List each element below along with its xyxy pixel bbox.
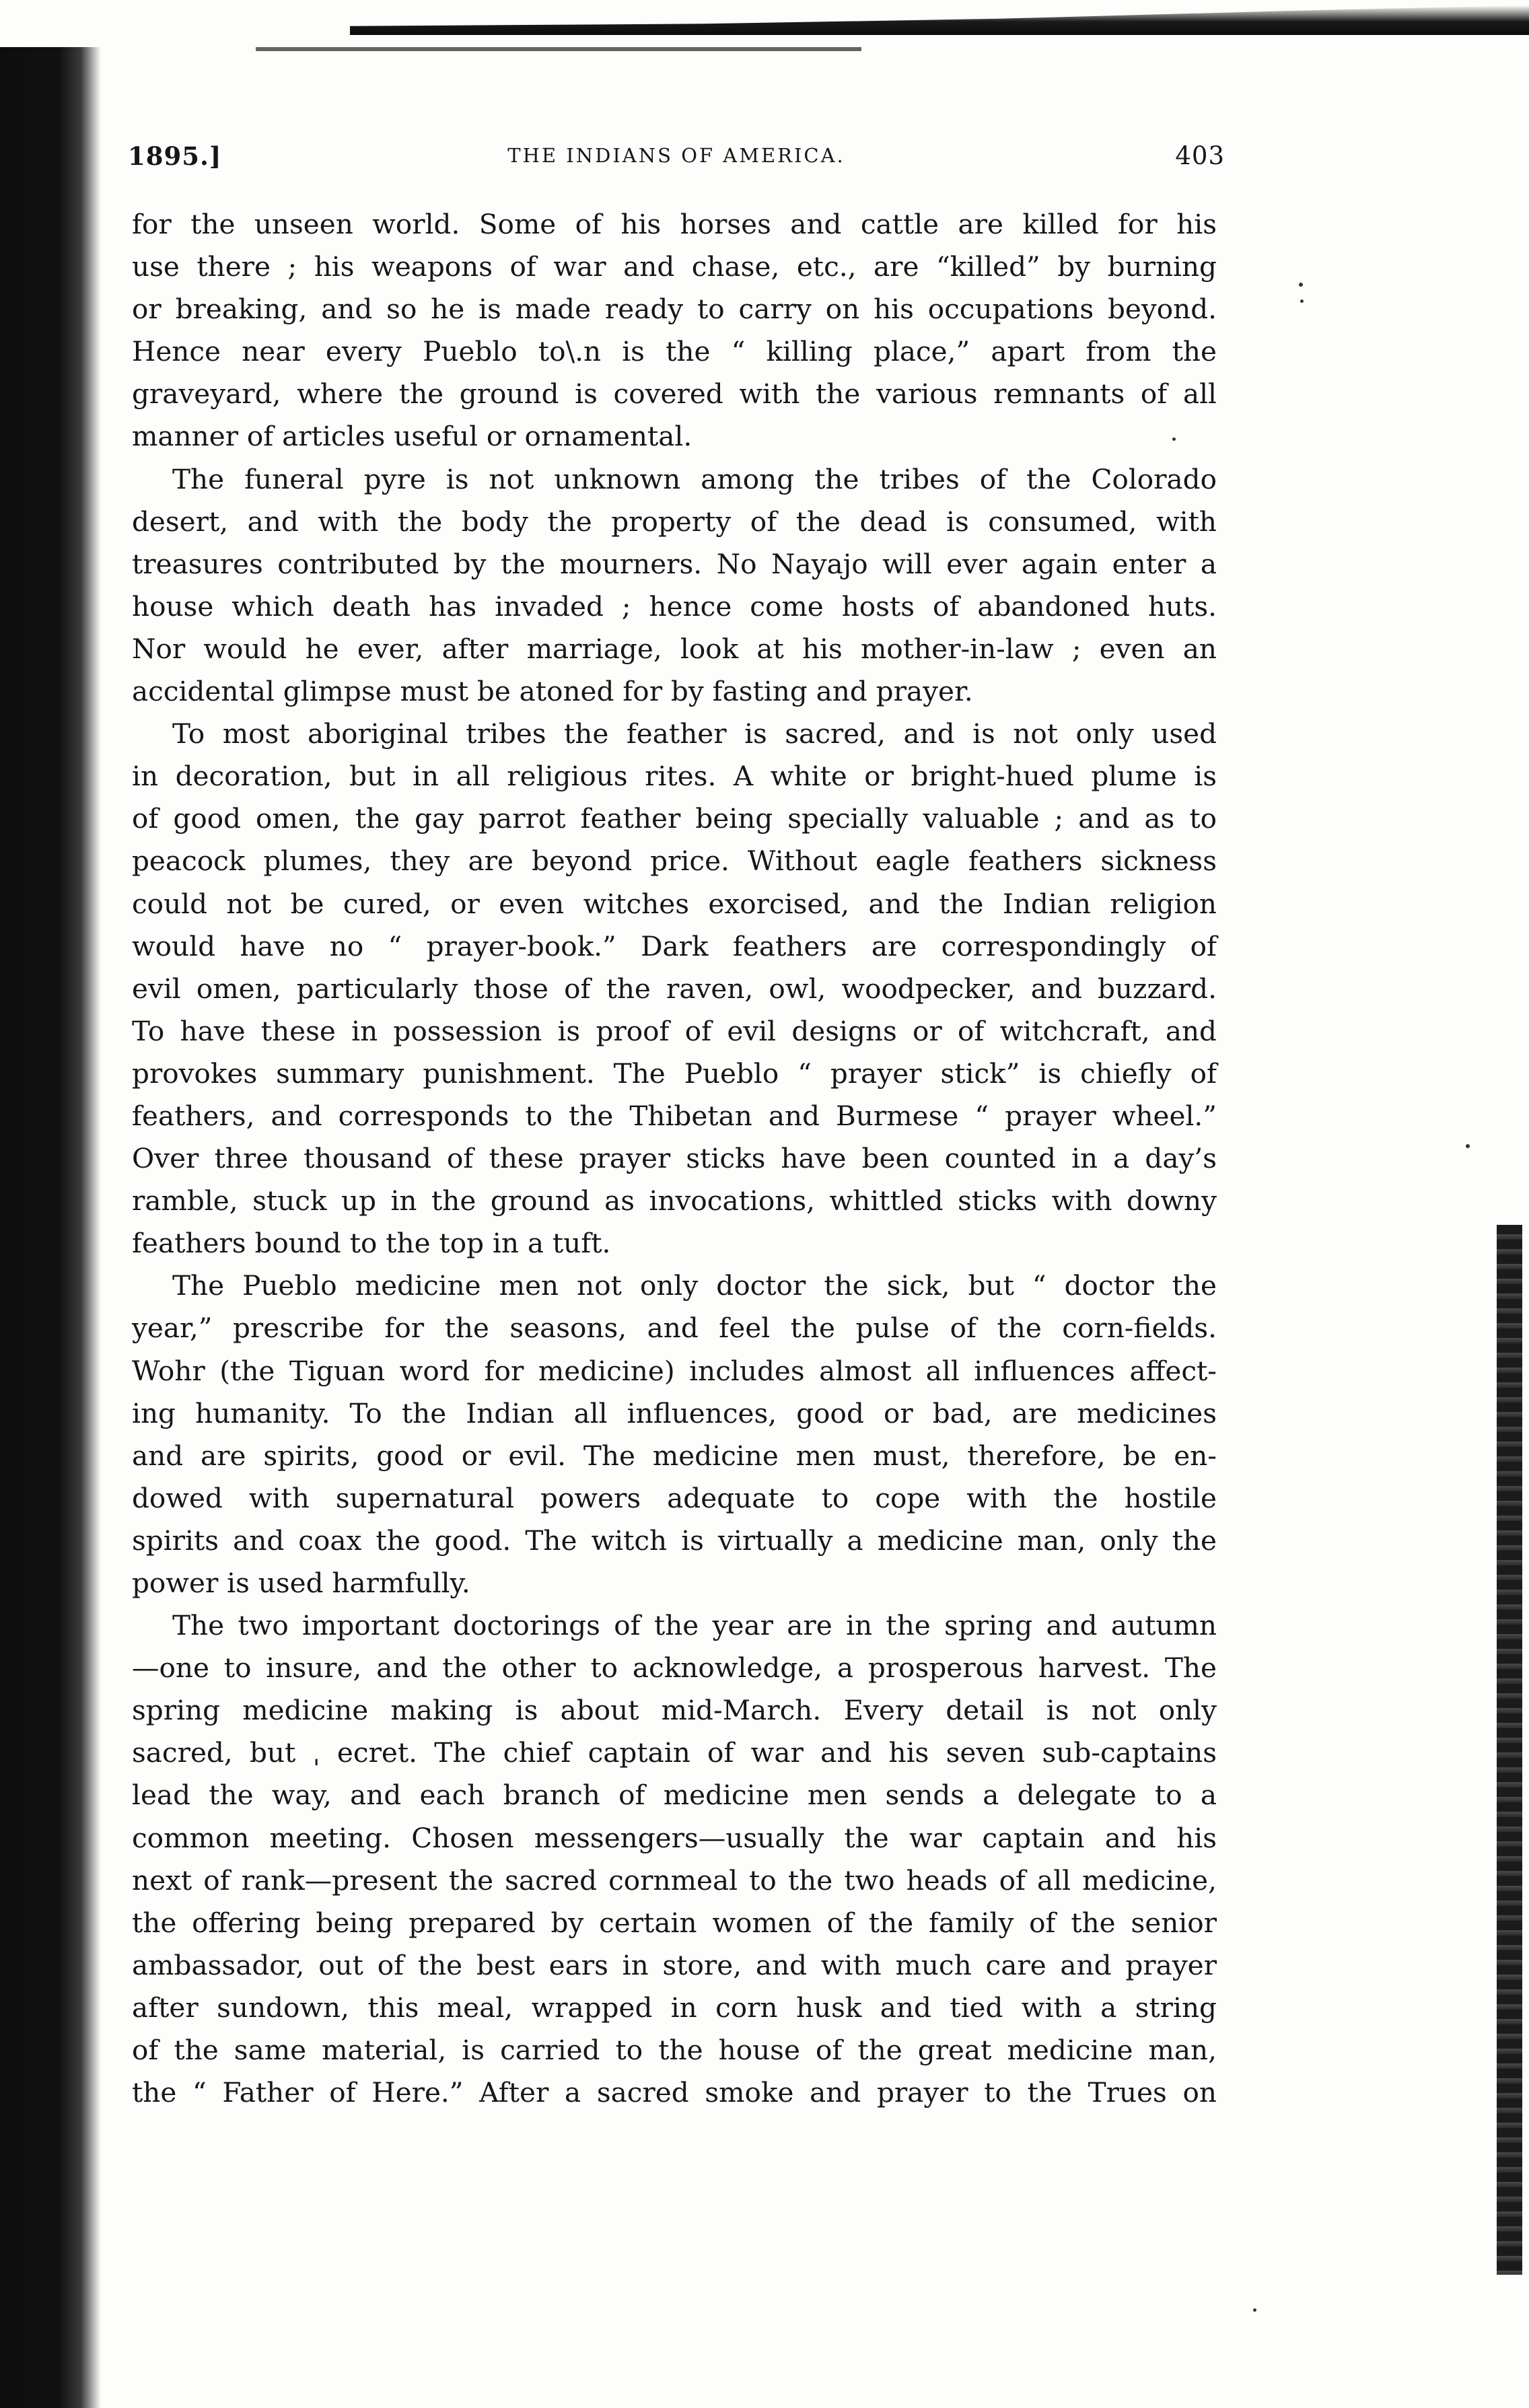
running-head-year: 1895.] xyxy=(128,141,222,171)
text-line: would have no “ prayer-book.” Dark feathers are correspondingly of xyxy=(132,929,1217,962)
scan-speck xyxy=(1253,2308,1256,2312)
text-line: lead the way, and each branch of medicine men sends a delegate to a xyxy=(132,1779,1217,1812)
text-line: ambassador, out of the best ears in store, and with much care and prayer xyxy=(132,1948,1217,1981)
text-line: sacred, but ˌ ecret. The chief captain of war and his seven sub-captains xyxy=(132,1736,1217,1769)
text-line: or breaking, and so he is made ready to carry on his occupations beyond. xyxy=(132,293,1217,326)
text-line: feathers bound to the top in a tuft. xyxy=(132,1227,611,1260)
text-line: ramble, stuck up in the ground as invocations, whittled sticks with downy xyxy=(132,1184,1217,1217)
text-line: Wohr (the Tiguan word for medicine) includes almost all influences affect- xyxy=(132,1354,1217,1387)
text-line: The Pueblo medicine men not only doctor the sick, but “ doctor the xyxy=(172,1269,1217,1302)
text-line: after sundown, this meal, wrapped in corn husk and tied with a string xyxy=(132,1991,1217,2024)
text-line: of good omen, the gay parrot feather being specially valuable ; and as to xyxy=(132,802,1217,835)
scan-edge-top-line xyxy=(256,47,861,51)
scan-speck xyxy=(1466,1144,1470,1148)
text-line: peacock plumes, they are beyond price. Without eagle feathers sickness xyxy=(132,845,1217,878)
text-line: accidental glimpse must be atoned for by fasting and prayer. xyxy=(132,675,973,708)
text-line: spirits and coax the good. The witch is virtually a medicine man, only the xyxy=(132,1524,1217,1557)
scan-edge-right xyxy=(1497,1225,1522,2275)
scan-speck xyxy=(1300,299,1304,303)
text-line: —one to insure, and the other to acknowledge, a prosperous harvest. The xyxy=(132,1652,1217,1685)
body-text xyxy=(132,203,1217,2114)
text-line: of the same material, is carried to the house of the great medicine man, xyxy=(132,2034,1217,2067)
scan-edge-top xyxy=(350,5,1529,35)
text-line: power is used harmfully. xyxy=(132,1567,470,1599)
text-line: Nor would he ever, after marriage, look at his mother-in-law ; even an xyxy=(132,632,1217,665)
scan-speck xyxy=(1299,283,1303,287)
text-line: year,” prescribe for the seasons, and feel the pulse of the corn-fields. xyxy=(132,1312,1217,1345)
text-line: could not be cured, or even witches exorcised, and the Indian religion xyxy=(132,887,1217,920)
text-line: spring medicine making is about mid-March. Every detail is not only xyxy=(132,1694,1217,1727)
text-line: feathers, and corresponds to the Thibetan and Burmese “ prayer wheel.” xyxy=(132,1099,1217,1132)
text-line: The funeral pyre is not unknown among the tribes of the Colorado xyxy=(172,462,1217,495)
text-line: graveyard, where the ground is covered with the various remnants of all xyxy=(132,378,1217,411)
text-line: the “ Father of Here.” After a sacred smoke and prayer to the Trues on xyxy=(132,2076,1217,2109)
text-line: for the unseen world. Some of his horses and cattle are killed for his xyxy=(132,208,1217,240)
text-line: common meeting. Chosen messengers—usually the war captain and his xyxy=(132,1821,1217,1854)
text-line: manner of articles useful or ornamental. xyxy=(132,420,692,453)
text-line: Over three thousand of these prayer sticks have been counted in a day’s xyxy=(132,1142,1217,1175)
text-line: dowed with supernatural powers adequate to cope with the hostile xyxy=(132,1481,1217,1514)
text-line: provokes summary punishment. The Pueblo “ prayer stick” is chiefly of xyxy=(132,1057,1217,1090)
running-head xyxy=(128,141,1225,182)
text-line: To have these in possession is proof of evil designs or of witchcraft, and xyxy=(132,1014,1217,1047)
text-line: the offering being prepared by certain women of the family of the senior xyxy=(132,1906,1217,1939)
page-number: 403 xyxy=(1175,141,1225,170)
text-line: Hence near every Pueblo to\.n is the “ killing place,” apart from the xyxy=(132,335,1217,368)
text-line: desert, and with the body the property of the dead is consumed, with xyxy=(132,505,1217,538)
scan-edge-left xyxy=(0,47,101,2408)
text-line: To most aboriginal tribes the feather is sacred, and is not only used xyxy=(172,717,1217,750)
text-line: in decoration, but in all religious rites. A white or bright-hued plume is xyxy=(132,760,1217,793)
text-line: next of rank—present the sacred cornmeal to the two heads of all medicine, xyxy=(132,1864,1217,1897)
text-line: The two important doctorings of the year are in the spring and autumn xyxy=(172,1609,1217,1642)
text-line: evil omen, particularly those of the raven, owl, woodpecker, and buzzard. xyxy=(132,972,1217,1005)
text-line: house which death has invaded ; hence come hosts of abandoned huts. xyxy=(132,590,1217,623)
text-line: ing humanity. To the Indian all influences, good or bad, are medicines xyxy=(132,1396,1217,1429)
text-line: and are spirits, good or evil. The medicine men must, therefore, be en- xyxy=(132,1439,1217,1472)
running-head-title: THE INDIANS OF AMERICA. xyxy=(507,144,845,167)
text-line: treasures contributed by the mourners. No Nayajo will ever again enter a xyxy=(132,547,1217,580)
text-line: use there ; his weapons of war and chase, etc., are “killed” by burning xyxy=(132,250,1217,283)
